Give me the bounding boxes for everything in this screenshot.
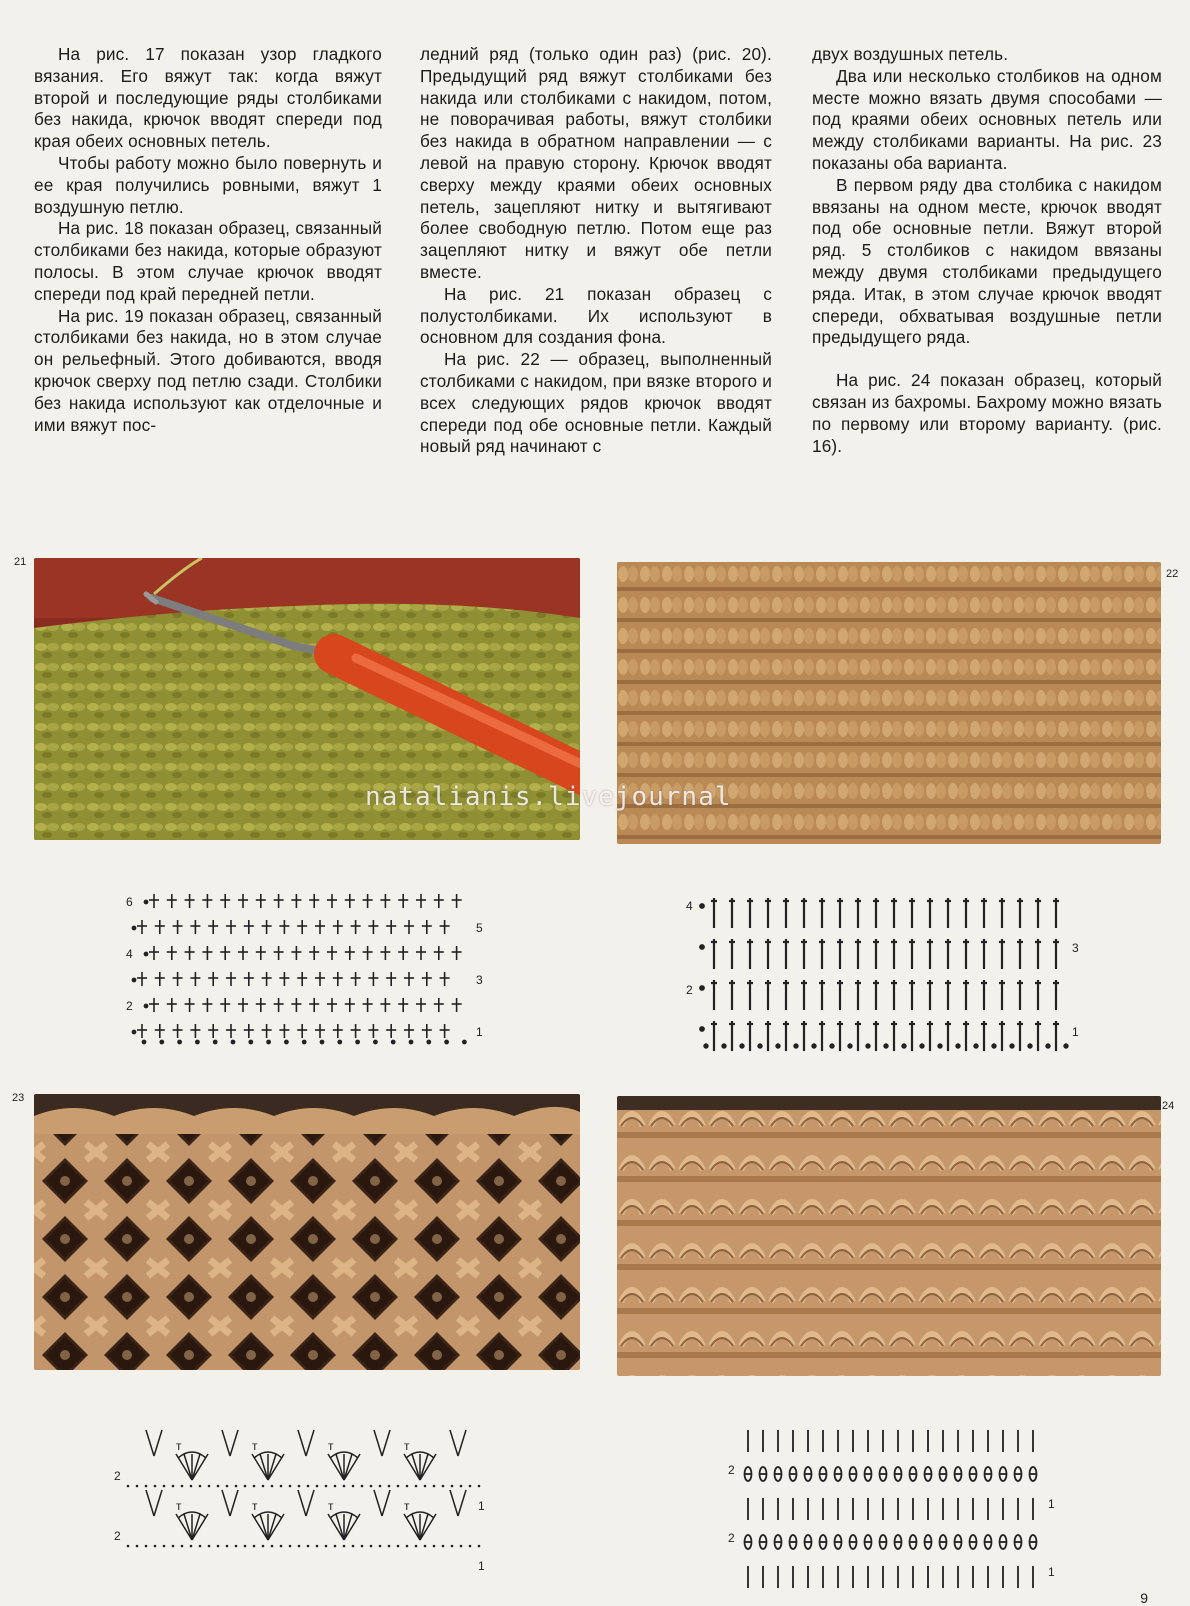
chain-dot [758, 1044, 761, 1047]
chain-dot [127, 1545, 130, 1548]
fan-stitch-symbol [268, 1454, 276, 1480]
row-label-left: 2 [686, 983, 693, 997]
chain-dot [379, 1545, 382, 1548]
chain-dot [320, 1040, 323, 1043]
chain-dot [298, 1545, 301, 1548]
chain-dot [700, 1027, 704, 1031]
chain-dot [226, 1485, 229, 1488]
fan-stitch-symbol [184, 1454, 192, 1480]
chain-dot [172, 1545, 175, 1548]
v-stitch-symbol [458, 1490, 466, 1516]
figure-number-22: 22 [1166, 568, 1179, 580]
v-stitch-symbol [382, 1490, 390, 1516]
chain-dot [181, 1485, 184, 1488]
chain-dot [920, 1044, 923, 1047]
chain-dot [424, 1545, 427, 1548]
text-column-1 [34, 44, 382, 436]
chain-dot [249, 1040, 252, 1043]
chain-dot [374, 1040, 377, 1043]
page-number: 9 [1140, 1590, 1148, 1606]
chain-dot [280, 1485, 283, 1488]
chain-dot [433, 1545, 436, 1548]
chain-dot [144, 952, 147, 955]
chain-dot [415, 1545, 418, 1548]
chain-dot [463, 1040, 466, 1043]
chain-dot [144, 900, 147, 903]
row-label-right: 3 [476, 973, 483, 987]
chain-dot [172, 1485, 175, 1488]
photo-figure-24 [617, 1096, 1161, 1376]
chain-dot [231, 1040, 234, 1043]
chain-dot [406, 1485, 409, 1488]
chain-mark-label: т [328, 1439, 334, 1453]
chain-dot [451, 1485, 454, 1488]
chain-mark-label: т [176, 1499, 182, 1513]
chain-mark-label: т [404, 1499, 410, 1513]
photo-figure-23 [34, 1094, 580, 1370]
figure-number-21: 21 [14, 556, 27, 568]
chain-dot [866, 1044, 869, 1047]
crochet-sample-loops-image [617, 1096, 1161, 1376]
chain-dot [217, 1545, 220, 1548]
chain-dot [1010, 1044, 1013, 1047]
row-label-right: 1 [1048, 1565, 1055, 1579]
chain-dot [280, 1545, 283, 1548]
chain-mark-label: т [252, 1499, 258, 1513]
fan-stitch-symbol [268, 1514, 276, 1540]
chain-dot [356, 1040, 359, 1043]
chain-dot [361, 1545, 364, 1548]
row-label-right: 1 [478, 1559, 485, 1573]
chain-dot [830, 1044, 833, 1047]
chain-dot [253, 1485, 256, 1488]
chain-dot [307, 1485, 310, 1488]
v-stitch-symbol [298, 1490, 306, 1516]
chain-dot [848, 1044, 851, 1047]
chain-dot [262, 1545, 265, 1548]
chain-dot [938, 1044, 941, 1047]
text-column-3 [812, 44, 1162, 457]
v-stitch-symbol [306, 1490, 314, 1516]
row-label-left: 2 [728, 1463, 735, 1477]
v-stitch-symbol [298, 1430, 306, 1456]
chain-dot [271, 1545, 274, 1548]
chain-dot [722, 1044, 725, 1047]
chain-dot [334, 1485, 337, 1488]
fan-stitch-symbol [260, 1514, 268, 1540]
chain-dot [704, 1044, 707, 1047]
chain-dot [226, 1545, 229, 1548]
chain-dot [289, 1545, 292, 1548]
chain-dot [884, 1044, 887, 1047]
chain-dot [460, 1485, 463, 1488]
fan-stitch-symbol [412, 1514, 420, 1540]
crochet-sample-lace-image [34, 1094, 580, 1370]
chain-dot [451, 1545, 454, 1548]
row-label-right: 5 [476, 921, 483, 935]
chain-dot [700, 945, 704, 949]
fan-stitch-symbol [336, 1454, 344, 1480]
chain-dot [244, 1545, 247, 1548]
chain-dot [136, 1485, 139, 1488]
chain-dot [433, 1485, 436, 1488]
chain-mark-label: т [176, 1439, 182, 1453]
chain-dot [208, 1485, 211, 1488]
chain-dot [178, 1040, 181, 1043]
chain-dot [267, 1040, 270, 1043]
chain-dot [132, 1030, 135, 1033]
chain-dot [370, 1545, 373, 1548]
chain-dot [956, 1044, 959, 1047]
chain-dot [181, 1545, 184, 1548]
row-label-right: 1 [478, 1499, 485, 1513]
v-stitch-symbol [154, 1490, 162, 1516]
chain-dot [392, 1040, 395, 1043]
chain-mark-label: т [252, 1439, 258, 1453]
row-label-left: 4 [126, 947, 133, 961]
text-column-2 [420, 44, 772, 458]
v-stitch-symbol [458, 1430, 466, 1456]
chain-dot [409, 1040, 412, 1043]
chain-dot [794, 1044, 797, 1047]
chain-dot [343, 1545, 346, 1548]
v-stitch-symbol [154, 1430, 162, 1456]
chain-dot [379, 1485, 382, 1488]
fan-stitch-symbol [184, 1514, 192, 1540]
chain-dot [902, 1044, 905, 1047]
paragraph: На рис. 19 показан образец, связанный столбиками без накида, но в этом случае он рельефный. Этого добиваются, вводя крючок сверху под петлю сзади. Столбики без накида используют как отделочные и ими вяжут пос- [34, 305, 382, 435]
chain-dot [154, 1485, 157, 1488]
chain-dot [190, 1545, 193, 1548]
chain-dot [208, 1545, 211, 1548]
chain-dot [262, 1485, 265, 1488]
chain-dot [163, 1545, 166, 1548]
chain-dot [740, 1044, 743, 1047]
chain-dot [361, 1485, 364, 1488]
chain-dot [442, 1485, 445, 1488]
chain-dot [244, 1485, 247, 1488]
paragraph: ледний ряд (только один раз) (рис. 20). Предыдущий ряд вяжут столбиками без накида или столбиками с накидом, потом, не поворачивая работы, вяжут столбики без накида в обратном направлении — с левой на правую сторону. Крючок вводят сверху между краями обеих основных петель, зацепляют нитку и вытягивают более свободную петлю. Потом еще раз зацепляют нитку и вяжут обе петли вместе. [420, 44, 772, 282]
chain-dot [163, 1485, 166, 1488]
chain-dot [388, 1545, 391, 1548]
chain-dot [974, 1044, 977, 1047]
chain-dot [460, 1545, 463, 1548]
chain-dot [442, 1545, 445, 1548]
chain-dot [127, 1485, 130, 1488]
chain-dot [196, 1040, 199, 1043]
chain-dot [145, 1545, 148, 1548]
chain-dot [445, 1040, 448, 1043]
chain-dot [352, 1485, 355, 1488]
v-stitch-symbol [222, 1430, 230, 1456]
row-label-right: 1 [1072, 1025, 1079, 1039]
v-stitch-symbol [374, 1490, 382, 1516]
chain-mark-label: т [404, 1439, 410, 1453]
chain-dot [469, 1545, 472, 1548]
v-stitch-symbol [230, 1430, 238, 1456]
paragraph: На рис. 18 показан образец, связанный столбиками без накида, которые образуют полосы. В этом случае крючок вводят спереди под край передней петли. [34, 218, 382, 304]
chain-dot [424, 1485, 427, 1488]
chain-dot [307, 1545, 310, 1548]
v-stitch-symbol [146, 1430, 154, 1456]
row-label-right: 1 [476, 1025, 483, 1039]
single-crochet-symbols [132, 894, 466, 1044]
chain-dot [370, 1485, 373, 1488]
chain-dot [303, 1040, 306, 1043]
row-label-left: 4 [686, 899, 693, 913]
chain-dot [199, 1545, 202, 1548]
diagram-figure-21 [120, 888, 500, 1048]
chain-dot [132, 926, 135, 929]
fan-stitch-symbol [344, 1514, 352, 1540]
chain-dot [388, 1485, 391, 1488]
chain-dot [214, 1040, 217, 1043]
chain-dot [415, 1485, 418, 1488]
paragraph: Два или несколько столбиков на одном месте можно вязать двумя способами — под краями обеих основных петель или между столбиками варианты. На рис. 23 показаны оба варианта. [812, 65, 1162, 173]
chain-dot [199, 1485, 202, 1488]
chain-dot [334, 1545, 337, 1548]
figure-number-24: 24 [1162, 1100, 1175, 1112]
chain-dot [289, 1485, 292, 1488]
chain-dot [352, 1545, 355, 1548]
fan-stitch-symbol [336, 1514, 344, 1540]
v-stitch-symbol [146, 1490, 154, 1516]
figure-number-23: 23 [12, 1092, 25, 1104]
fan-stitch-symbol [420, 1514, 428, 1540]
chain-dot [1046, 1044, 1049, 1047]
v-stitch-symbol [382, 1430, 390, 1456]
chain-dot [406, 1545, 409, 1548]
v-stitch-symbol [230, 1490, 238, 1516]
chain-dot [1028, 1044, 1031, 1047]
chain-dot [298, 1485, 301, 1488]
paragraph: В первом ряду два столбика с накидом ввязаны на одном месте, крючок вводят под обе основные петли. Вяжут второй ряд. 5 столбиков с накидом ввязаны между двумя столбиками предыдущего ряда. Итак, в этом случае крючок вводят спереди, обхватывая воздушные петли предыдущего ряда. [812, 174, 1162, 348]
v-stitch-symbol [374, 1430, 382, 1456]
chain-dot [397, 1485, 400, 1488]
chain-dot [271, 1485, 274, 1488]
chain-dot [338, 1040, 341, 1043]
paragraph: На рис. 22 — образец, выполненный столбиками с накидом, при вязке второго и всех следующих рядов крючок вводят спереди под обе основные петли. Каждый новый ряд начинают с [420, 349, 772, 457]
chain-dot [343, 1485, 346, 1488]
row-label-right: 3 [1072, 941, 1079, 955]
fan-stitch-symbol [192, 1454, 200, 1480]
paragraph: На рис. 24 показан образец, который связан из бахромы. Бахрому можно вязать по первому или второму варианту. (рис. 16). [812, 370, 1162, 456]
paragraph: На рис. 21 показан образец с полустолбиками. Их используют в основном для создания фона. [420, 283, 772, 348]
v-stitch-symbol [450, 1490, 458, 1516]
chain-dot [478, 1485, 481, 1488]
fringe-stitch-symbols [744, 1430, 1037, 1588]
diagram-figure-22 [684, 892, 1094, 1052]
diagram-figure-23 [114, 1428, 494, 1588]
v-stitch-symbol [450, 1430, 458, 1456]
chain-dot [397, 1545, 400, 1548]
row-label-right: 1 [1048, 1497, 1055, 1511]
diagram-figure-24 [726, 1424, 1066, 1600]
row-label-left: 2 [126, 999, 133, 1013]
chain-dot [145, 1485, 148, 1488]
chain-dot [700, 986, 704, 990]
chain-dot [132, 978, 135, 981]
chain-dot [217, 1485, 220, 1488]
chain-dot [235, 1545, 238, 1548]
chain-dot [812, 1044, 815, 1047]
paragraph: На рис. 17 показан узор гладкого вязания. Его вяжут так: когда вяжут второй и последующие ряды столбиками без накида, крючок вводят спереди под края обеих основных петель. [34, 44, 382, 152]
v-stitch-symbol [306, 1430, 314, 1456]
chain-dot [700, 904, 704, 908]
chain-dot [190, 1485, 193, 1488]
chain-dot [285, 1040, 288, 1043]
chain-dot [316, 1485, 319, 1488]
chain-dot [316, 1545, 319, 1548]
row-label-left: 2 [114, 1529, 121, 1543]
chain-dot [235, 1485, 238, 1488]
fan-stitch-symbol [344, 1454, 352, 1480]
chain-dot [142, 1040, 145, 1043]
paragraph: Чтобы работу можно было повернуть и ее края получились ровными, вяжут 1 воздушную петлю. [34, 152, 382, 217]
row-label-left: 2 [728, 1531, 735, 1545]
chain-dot [325, 1545, 328, 1548]
chain-dot [136, 1545, 139, 1548]
chain-mark-label: т [328, 1499, 334, 1513]
shell-stitch-symbols [127, 1430, 481, 1547]
watermark: natalianis.livejournal [365, 782, 732, 812]
fan-stitch-symbol [192, 1514, 200, 1540]
chain-dot [154, 1545, 157, 1548]
chain-dot [325, 1485, 328, 1488]
chain-dot [253, 1545, 256, 1548]
chain-dot [469, 1485, 472, 1488]
row-label-left: 6 [126, 895, 133, 909]
row-label-left: 2 [114, 1469, 121, 1483]
paragraph: двух воздушных петель. [812, 44, 1009, 64]
chain-dot [478, 1545, 481, 1548]
chain-dot [1064, 1044, 1067, 1047]
chain-dot [992, 1044, 995, 1047]
chain-dot [427, 1040, 430, 1043]
double-crochet-symbols [700, 898, 1067, 1051]
fan-stitch-symbol [412, 1454, 420, 1480]
fan-stitch-symbol [420, 1454, 428, 1480]
v-stitch-symbol [222, 1490, 230, 1516]
chain-dot [776, 1044, 779, 1047]
chain-dot [144, 1004, 147, 1007]
chain-dot [160, 1040, 163, 1043]
fan-stitch-symbol [260, 1454, 268, 1480]
